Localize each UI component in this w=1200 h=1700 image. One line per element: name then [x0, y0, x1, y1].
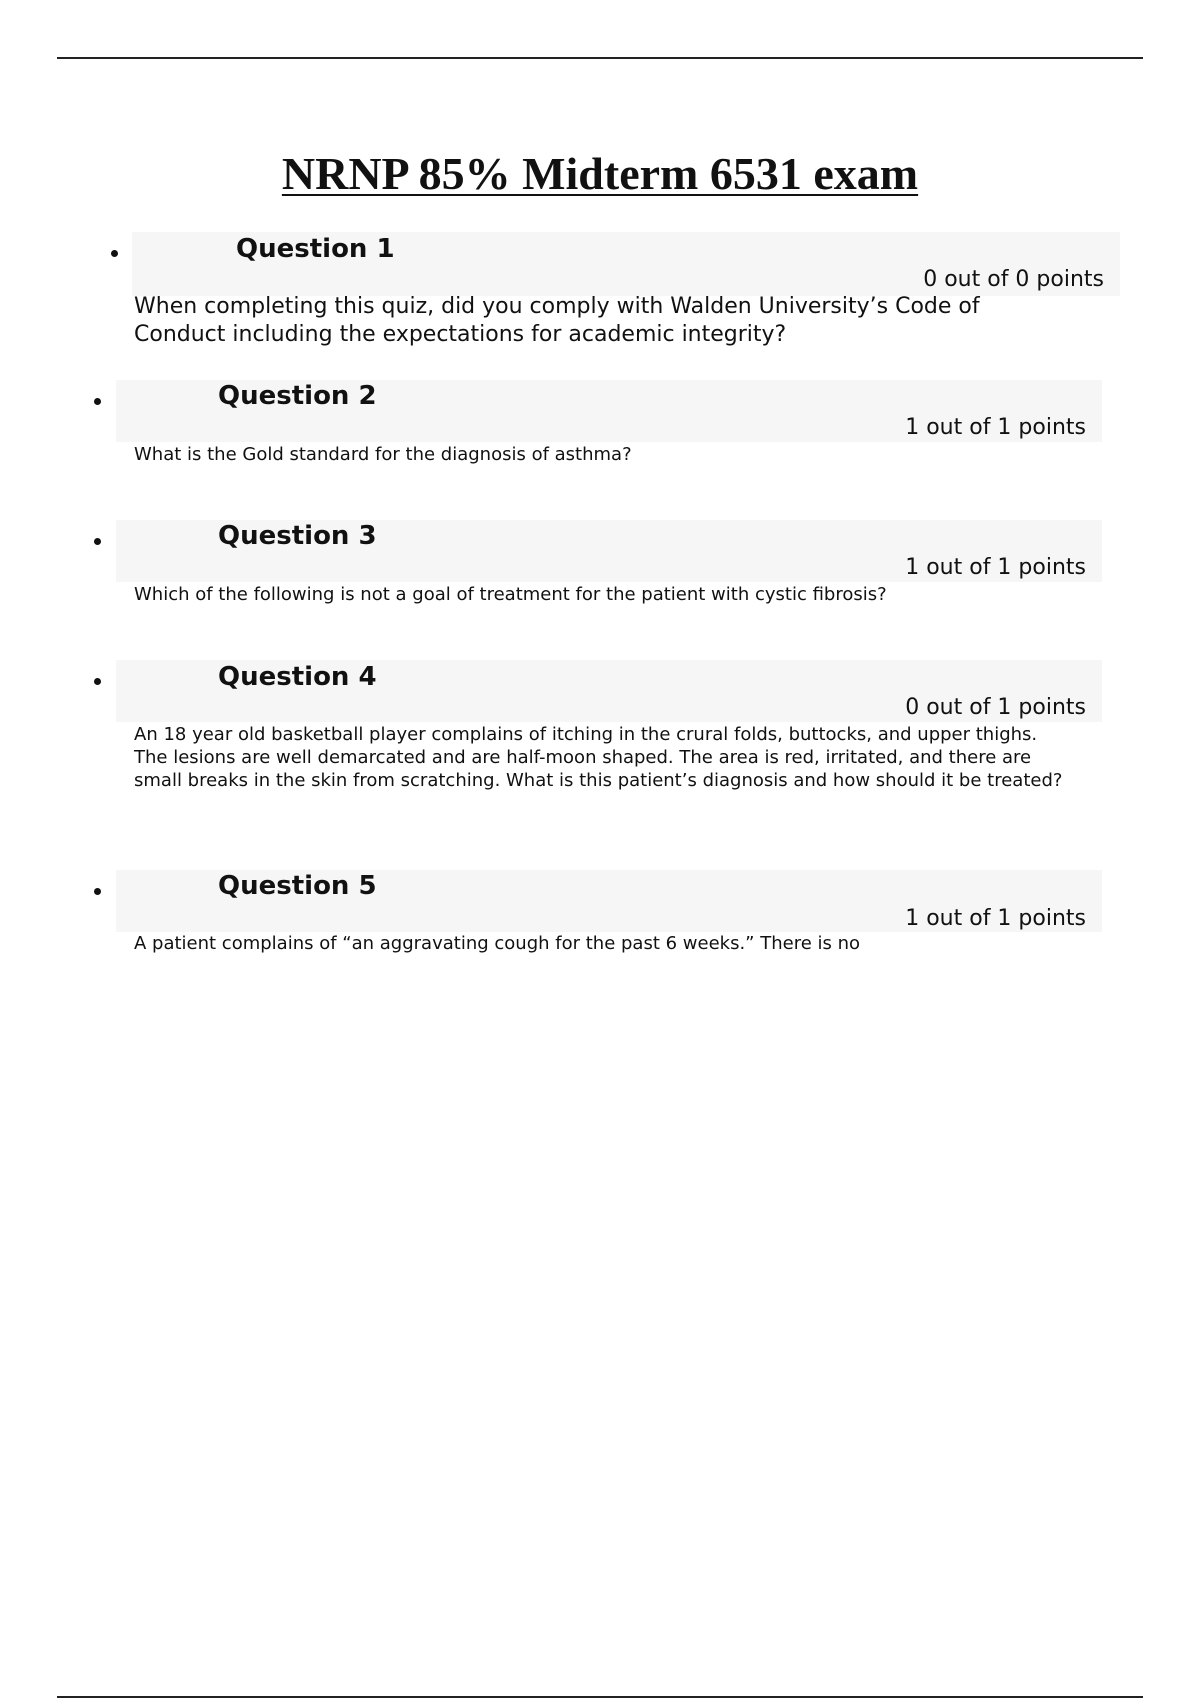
question-title: Question 2 — [218, 381, 377, 411]
question-points: 0 out of 1 points — [905, 695, 1086, 720]
question-text: An 18 year old basketball player complains of itching in the crural folds, buttocks, and upper thighs. The lesions are well demarcated and are half-moon shaped. The area is red, irritated, and there are small breaks in the skin from scratching. What is this patient’s diagnosis and how should it be treated? — [134, 724, 1063, 791]
question-title: Question 3 — [218, 521, 377, 551]
question-points: 1 out of 1 points — [905, 906, 1086, 931]
bullet-icon — [94, 538, 101, 545]
bullet-icon — [94, 888, 101, 895]
bullet-icon — [94, 398, 101, 405]
question-points: 0 out of 0 points — [923, 267, 1104, 292]
top-rule — [57, 57, 1143, 59]
question-title: Question 1 — [236, 234, 395, 264]
question-title: Question 4 — [218, 662, 377, 692]
document-title — [0, 146, 1200, 202]
question-text: Which of the following is not a goal of treatment for the patient with cystic fibrosis? — [134, 584, 887, 605]
bullet-icon — [111, 250, 118, 257]
bullet-icon — [94, 678, 101, 685]
question-text: When completing this quiz, did you comply with Walden University’s Code of Conduct including the expectations for academic integrity? — [134, 294, 980, 347]
question-title: Question 5 — [218, 871, 377, 901]
bottom-rule — [57, 1696, 1143, 1698]
question-text: What is the Gold standard for the diagnosis of asthma? — [134, 444, 632, 465]
question-points: 1 out of 1 points — [905, 555, 1086, 580]
document-title-text: NRNP 85% Midterm 6531 exam — [281, 148, 919, 199]
question-points: 1 out of 1 points — [905, 415, 1086, 440]
question-text: A patient complains of “an aggravating cough for the past 6 weeks.” There is no — [134, 933, 861, 954]
